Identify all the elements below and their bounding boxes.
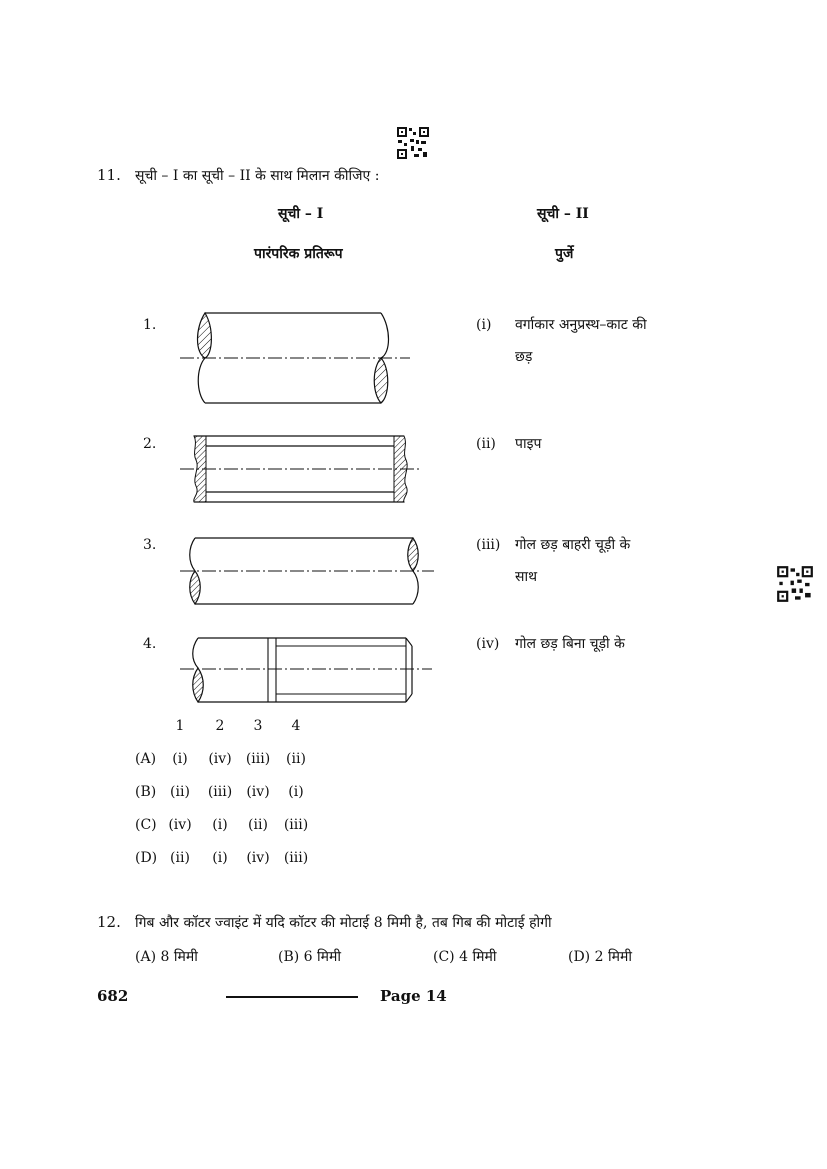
q11-option-d-value-1: (ii)	[170, 850, 190, 866]
q12-option-c[interactable]: (C) 4 मिमी	[433, 949, 497, 965]
item-i-roman: (i)	[476, 317, 492, 333]
q12-option-d[interactable]: (D) 2 मिमी	[568, 949, 632, 965]
figure-2-pipe	[178, 432, 426, 508]
paper-code: 682	[97, 987, 129, 1005]
item-ii-text-line1: पाइप	[515, 436, 542, 452]
q11-option-d-label: (D)	[135, 850, 158, 866]
figure-3-round-bar-threaded	[178, 532, 438, 610]
q11-option-a-value-1: (i)	[172, 751, 188, 767]
q12-option-a[interactable]: (A) 8 मिमी	[135, 949, 198, 965]
q11-option-b-value-3: (iv)	[246, 784, 270, 800]
answer-column-headers	[160, 718, 330, 736]
item-iii-text-line1: गोल छड़ बाहरी चूड़ी के	[515, 537, 631, 553]
q11-option-a-value-4: (ii)	[286, 751, 306, 767]
item-iii-text-line2: साथ	[515, 569, 538, 585]
q12-option-b[interactable]: (B) 6 मिमी	[278, 949, 342, 965]
q11-option-b[interactable]	[135, 784, 335, 802]
q11-option-c-label: (C)	[135, 817, 157, 833]
q11-option-b-value-2: (iii)	[207, 784, 233, 800]
list1-subtitle: पारंपरिक प्रतिरूप	[254, 246, 343, 262]
q11-option-d-value-2: (i)	[212, 850, 228, 866]
list2-subtitle: पुर्जे	[555, 246, 574, 262]
q11-option-a-value-3: (iii)	[245, 751, 271, 767]
figure-1-square-bar	[178, 308, 418, 410]
item-iv-text-line1: गोल छड़ बिना चूड़ी के	[515, 636, 625, 652]
question-11-number: 11.	[97, 166, 121, 184]
page-number: Page 14	[380, 987, 447, 1005]
item-iv-roman: (iv)	[476, 636, 500, 652]
item-iii-roman: (iii)	[476, 537, 501, 553]
column-header-4: 4	[291, 718, 301, 734]
figure-4-round-bar-external-thread	[178, 632, 434, 708]
q11-option-c-value-2: (i)	[212, 817, 228, 833]
q11-option-d[interactable]	[135, 850, 335, 868]
column-header-3: 3	[253, 718, 263, 734]
question-12-number: 12.	[97, 913, 121, 931]
q11-option-a[interactable]	[135, 751, 335, 769]
qr-code-top	[396, 126, 430, 160]
item-4-number: 4.	[143, 636, 157, 652]
footer-rule	[226, 996, 358, 998]
question-12-text: गिब और कॉटर ज्वाइंट में यदि कॉटर की मोटाई 8 मिमी है, तब गिब की मोटाई होगी	[135, 915, 552, 931]
qr-code-side	[776, 565, 814, 603]
item-2-number: 2.	[143, 436, 157, 452]
list1-title: सूची – I	[278, 206, 324, 222]
q11-option-c-value-1: (iv)	[168, 817, 192, 833]
q11-option-a-value-2: (iv)	[208, 751, 232, 767]
item-1-number: 1.	[143, 317, 157, 333]
q11-option-d-value-3: (iv)	[246, 850, 270, 866]
column-header-1: 1	[175, 718, 185, 734]
q11-option-b-label: (B)	[135, 784, 157, 800]
item-i-text-line2: छड़	[515, 349, 533, 365]
list2-title: सूची – II	[537, 206, 589, 222]
q11-option-a-label: (A)	[135, 751, 157, 767]
question-11-text: सूची – I का सूची – II के साथ मिलान कीजिए :	[135, 168, 380, 184]
item-ii-roman: (ii)	[476, 436, 496, 452]
item-3-number: 3.	[143, 537, 157, 553]
q11-option-b-value-1: (ii)	[170, 784, 190, 800]
q11-option-d-value-4: (iii)	[283, 850, 309, 866]
q11-option-c[interactable]	[135, 817, 335, 835]
q11-option-c-value-3: (ii)	[248, 817, 268, 833]
q11-option-c-value-4: (iii)	[283, 817, 309, 833]
q11-option-b-value-4: (i)	[288, 784, 304, 800]
item-i-text-line1: वर्गाकार अनुप्रस्थ–काट की	[515, 317, 647, 333]
column-header-2: 2	[215, 718, 225, 734]
